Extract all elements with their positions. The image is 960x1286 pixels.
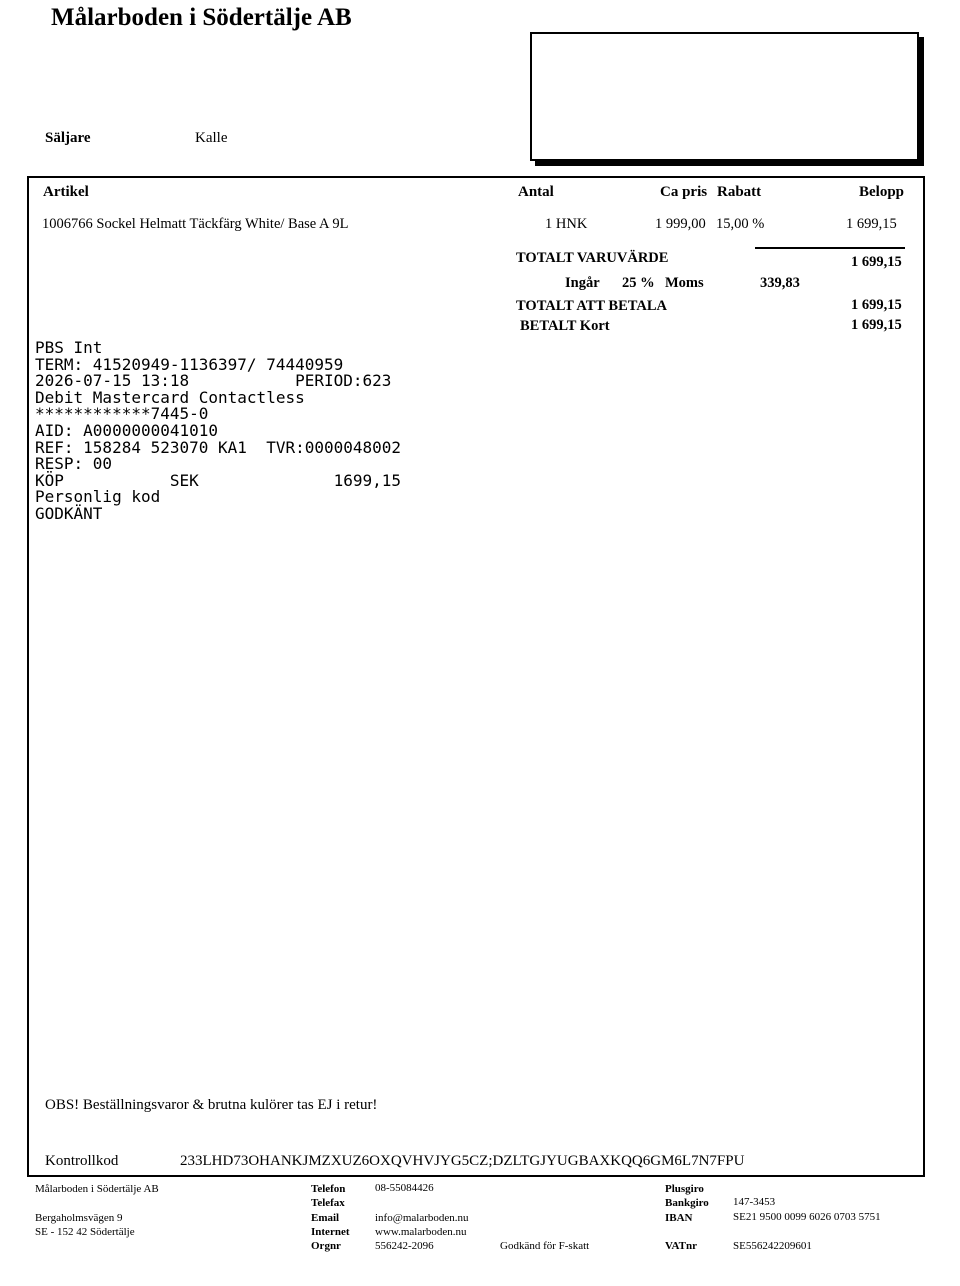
vat-label: Moms [665,275,704,291]
receipt-line: Debit Mastercard Contactless [35,387,305,407]
vat-value: 339,83 [760,275,800,291]
totals-divider [755,247,905,249]
item-description: 1006766 Sockel Helmatt Täckfärg White/ Base A 9L [42,216,349,232]
item-qty: 1 HNK [545,216,588,232]
total-goods-value: 1 699,15 [851,254,902,270]
footer-email: info@malarboden.nu [375,1212,469,1224]
card-terminal-receipt [35,340,401,523]
total-to-pay-value: 1 699,15 [851,297,902,313]
recipient-address-box [530,32,919,161]
footer-phone: 08-55084426 [375,1182,434,1194]
footer-plusgiro-label: Plusgiro [665,1183,704,1195]
return-policy-notice: OBS! Beställningsvaror & brutna kulörer tas EJ i retur! [45,1097,378,1113]
paid-card-label: BETALT Kort [520,318,610,334]
footer-fskatt: Godkänd för F-skatt [500,1240,590,1252]
vat-rate: 25 % [622,275,655,291]
control-code-label: Kontrollkod [45,1153,119,1169]
footer-phone-label: Telefon [311,1183,346,1195]
control-code-value: 233LHD73OHANKJMZXUZ6OXQVHVJYG5CZ;DZLTGJYUGBAXKQQ6GM6L7N7FPU [180,1153,745,1169]
footer-orgnr: 556242-2096 [375,1240,434,1252]
item-amount: 1 699,15 [846,216,897,232]
column-header-price: Ca pris [660,184,708,200]
receipt-line: AID: A0000000041010 [35,420,219,440]
column-header-qty: Antal [518,184,554,200]
column-header-amount: Belopp [859,184,905,200]
total-to-pay-label: TOTALT ATT BETALA [516,298,667,314]
receipt-line: TERM: 41520949-1136397/ 74440959 [35,354,344,374]
receipt-line: KÖP SEK 1699,15 [35,470,402,490]
invoice-body-frame [27,176,925,1177]
footer-city: SE - 152 42 Södertälje [35,1226,135,1238]
receipt-line: Personlig kod [35,487,161,507]
total-goods-label: TOTALT VARUVÄRDE [516,250,669,266]
item-price: 1 999,00 [655,216,706,232]
company-title: Målarboden i Södertälje AB [51,4,352,31]
footer-vat: SE556242209601 [733,1240,812,1252]
footer-internet-label: Internet [311,1226,350,1238]
footer-company-name: Målarboden i Södertälje AB [35,1183,159,1195]
footer-fax-label: Telefax [311,1197,345,1209]
receipt-line: RESP: 00 [35,454,113,474]
seller-label: Säljare [45,130,91,146]
seller-value: Kalle [195,130,228,146]
footer-email-label: Email [311,1212,340,1224]
column-header-discount: Rabatt [717,184,762,200]
receipt-line: 2026-07-15 13:18 PERIOD:623 [35,371,392,391]
footer-bankgiro-label: Bankgiro [665,1197,709,1209]
receipt-line: GODKÄNT [35,503,103,523]
receipt-line: ************7445-0 [35,404,209,424]
receipt-line: PBS Int [35,338,103,357]
footer-vat-label: VATnr [665,1240,697,1252]
footer-orgnr-label: Orgnr [311,1240,341,1252]
footer-street: Bergaholmsvägen 9 [35,1212,123,1224]
footer-internet: www.malarboden.nu [375,1226,467,1238]
item-discount: 15,00 % [716,216,765,232]
footer-iban-label: IBAN [665,1212,693,1224]
receipt-line: REF: 158284 523070 KA1 TVR:0000048002 [35,437,402,457]
footer-iban: SE21 9500 0099 6026 0703 5751 [733,1211,881,1223]
vat-included-label: Ingår [565,275,600,291]
footer-bankgiro: 147-3453 [733,1196,776,1208]
paid-card-value: 1 699,15 [851,317,902,333]
column-header-article: Artikel [43,184,89,200]
